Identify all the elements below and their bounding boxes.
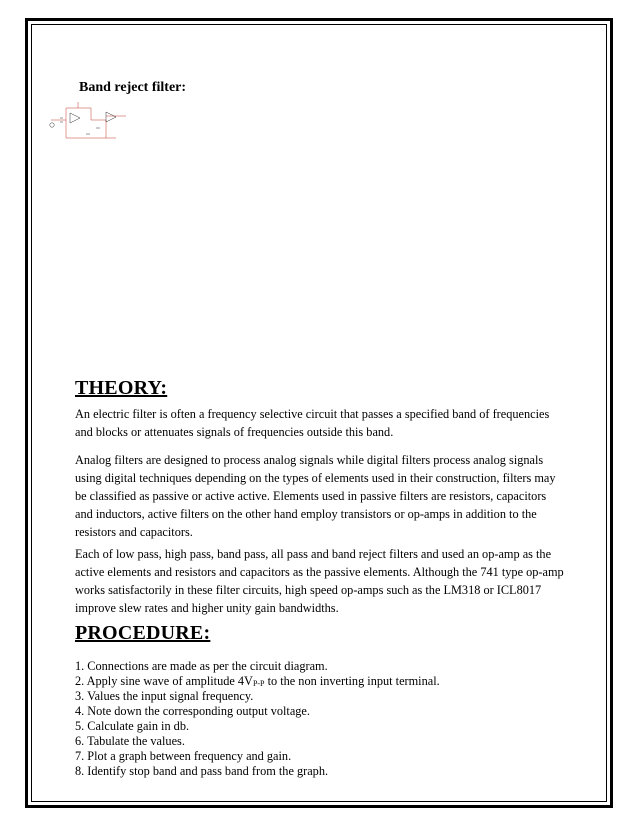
theory-paragraph-1: An electric filter is often a frequency selective circuit that passes a specified band of frequencies and blocks or attenuates signals of frequencies outside this band.: [75, 407, 550, 439]
section-subtitle: Band reject filter:: [79, 80, 187, 95]
theory-heading: THEORY:: [75, 377, 168, 399]
procedure-step-5: 5. Calculate gain in db.: [75, 719, 190, 733]
theory-paragraph-3: Each of low pass, high pass, band pass, all pass and band reject filters and used an op-amp as the active elements and resistors and capacitors as the passive elements. Although the 741 type op-amp works satisfactorily in these filter circuits, high speed op-amps such as the LM318 or ICL8017 improve slew rates and higher unity gain bandwidths.: [75, 547, 564, 615]
step-2-tail: to the non inverting input terminal.: [264, 674, 440, 688]
procedure-step-8: 8. Identify stop band and pass band from the graph.: [75, 764, 329, 778]
procedure-step-3: 3. Values the input signal frequency.: [75, 689, 254, 703]
procedure-step-1: 1. Connections are made as per the circuit diagram.: [75, 659, 328, 673]
theory-paragraph-2: Analog filters are designed to process analog signals while digital filters process analog signals using digital techniques depending on the types of elements used in their construction, filters may be classified as passive or active active. Elements used in passive filters are resistors, capacitors and inductors, active filters on the other hand employ transistors or op-amps in addition to the resistors and capacitors.: [75, 453, 556, 539]
procedure-step-7: 7. Plot a graph between frequency and gain.: [75, 749, 292, 763]
procedure-step-4: 4. Note down the corresponding output voltage.: [75, 704, 310, 718]
procedure-heading: PROCEDURE:: [75, 622, 211, 644]
procedure-step-6: 6. Tabulate the values.: [75, 734, 185, 748]
step-2-subscript: P-P: [252, 679, 265, 688]
step-2-text: 2. Apply sine wave of amplitude 4V: [75, 674, 253, 688]
circuit-diagram: [46, 98, 131, 150]
